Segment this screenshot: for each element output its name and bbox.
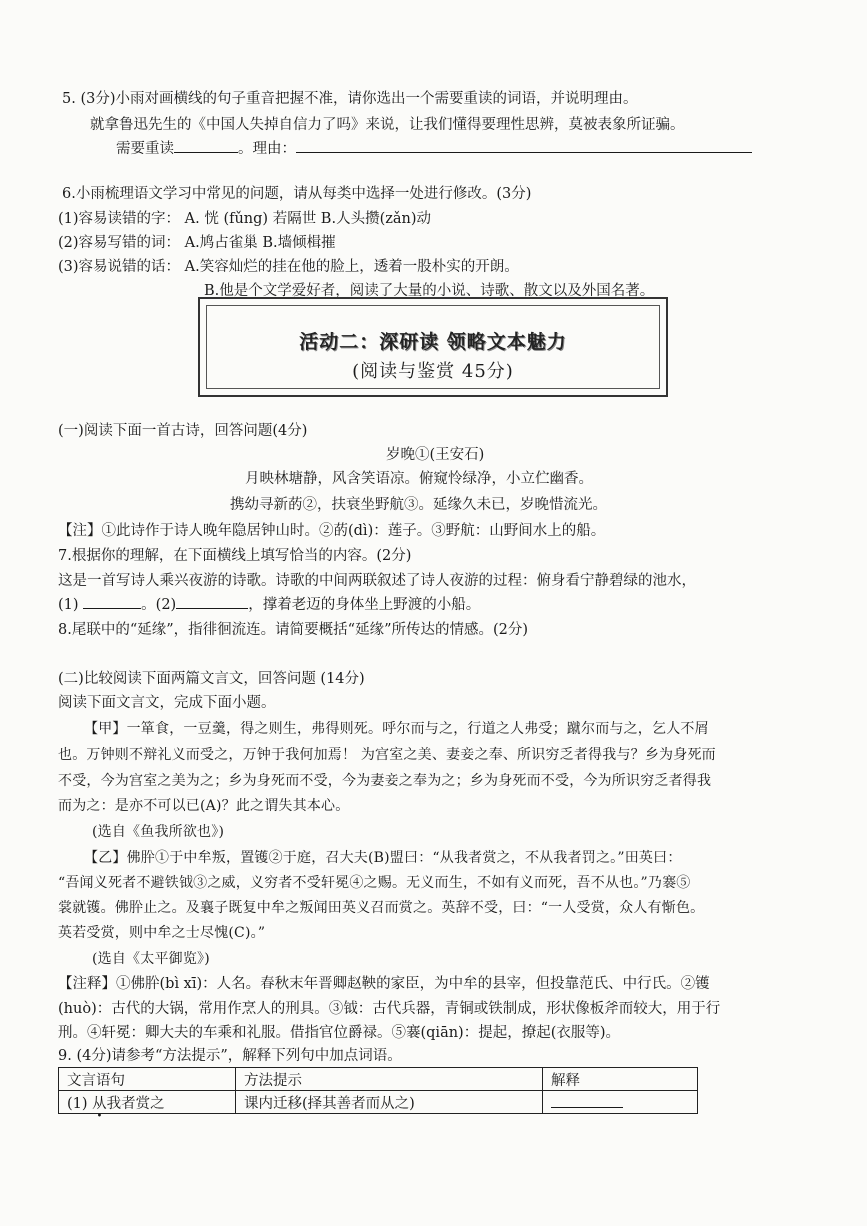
yi-line-3: 裳就镬。佛肸止之。及襄子既复中牟之叛闻田英义召而赏之。英辞不受，曰：“一人受赏，众人有惭色。 (58, 900, 705, 916)
q7-answer-row (58, 594, 480, 616)
q7-p2: 。(2) (141, 597, 177, 613)
notes-line-3: 刑。④轩冕：卿大夫的车乘和礼服。借指官位爵禄。⑤褰(qiān)：提起，撩起(衣服等)。 (58, 1025, 621, 1041)
q7-p3: ，撑着老迈的身体坐上野渡的小船。 (248, 597, 481, 613)
yi-line-1: 【乙】佛肸①于中牟叛，置镬②于庭，召大夫(B)盟曰：“从我者赏之，不从我者罚之。”田英曰： (84, 850, 682, 866)
jia-source: (选自《鱼我所欲也》) (92, 824, 225, 840)
q6-item-3b: B.他是个文学爱好者，阅读了大量的小说、诗歌、散文以及外国名著。 (204, 283, 655, 299)
poem-heading: (一)阅读下面一首古诗，回答问题(4分) (58, 423, 308, 439)
poem-line-2: 携幼寻新菂②，扶衰坐野航③。延缘久未已，岁晚惜流光。 (230, 497, 607, 513)
yi-line-2: “吾闻义死者不避铁钺③之威，义穷者不受轩冕④之赐。无义而生，不如有义而死，吾不从也。”乃褰⑤ (58, 875, 691, 891)
table-cell-hint: 课内迁移(择其善者而从之) (236, 1091, 543, 1114)
notes-line-1: 【注释】①佛肸(bì xī)：人名。春秋末年晋卿赵鞅的家臣，为中牟的县宰，但投靠范氏、中行氏。②镬 (58, 976, 710, 992)
q9-answer-blank[interactable] (551, 1093, 623, 1108)
q5-reason-blank[interactable] (296, 138, 752, 153)
q5-sentence: 就拿鲁迅先生的《中国人失掉自信力了吗》来说，让我们懂得要理性思辨，莫被表象所证骗。 (90, 117, 685, 133)
q5-word-blank[interactable] (174, 138, 238, 153)
jia-line-2: 也。万钟则不辩礼义而受之，万钟于我何加焉！ 为宫室之美、妻妾之奉、所识穷乏者得我与？乡为身死而 (58, 747, 716, 763)
table-row (59, 1091, 698, 1114)
poem-title: 岁晚①(王安石) (386, 447, 485, 463)
poem-line-1: 月映林塘静，风含笑语凉。俯窥怜绿净，小立伫幽香。 (245, 471, 593, 487)
table-header-row (59, 1068, 698, 1091)
section2-heading: (二)比较阅读下面两篇文言文，回答问题 (14分) (58, 671, 365, 687)
q5-answer-row (116, 138, 752, 160)
banner-subtitle: (阅读与鉴赏 45分) (352, 361, 514, 382)
q9-title: 9. (4分)请参考“方法提示”，解释下列句中加点词语。 (58, 1048, 402, 1064)
yi-line-4: 英若受赏，则中牟之士尽愧(C)。” (58, 925, 266, 941)
jia-line-3: 不受，今为宫室之美为之；乡为身死而不受，今为妻妾之奉为之；乡为身死而不受，今为所识穷乏者得我 (58, 773, 712, 789)
yi-source: (选自《太平御览》) (92, 951, 210, 967)
q5-label-word: 需要重读 (116, 141, 174, 157)
q6-item-3: (3)容易说错的话： A.笑容灿烂的挂在他的脸上，透着一股朴实的开朗。 (58, 259, 519, 275)
q7-blank-2[interactable] (176, 594, 248, 609)
q6-title: 6.小雨梳理语文学习中常见的问题，请从每类中选择一处进行修改。(3分) (62, 186, 532, 202)
q5-label-reason: 。理由： (238, 141, 296, 157)
notes-line-2: (huò)：古代的大锅，常用作烹人的刑具。③钺：古代兵器，青铜或铁制成，形状像板斧而较大，用于行 (58, 1001, 721, 1017)
q7-blank-1[interactable] (83, 594, 141, 609)
table-cell-sentence: (1) 从我者赏之 (59, 1091, 236, 1114)
poem-note: 【注】①此诗作于诗人晚年隐居钟山时。②菂(dì)：莲子。③野航：山野间水上的船。 (58, 523, 606, 539)
jia-line-1: 【甲】一箪食，一豆羹，得之则生，弗得则死。呼尔而与之，行道之人弗受；蹴尔而与之，乞人不屑 (84, 721, 709, 737)
activity-banner (198, 297, 668, 397)
q6-item-2: (2)容易写错的词： A.鸠占雀巢 B.墙倾楫摧 (58, 235, 336, 251)
q7-text: 这是一首写诗人乘兴夜游的诗歌。诗歌的中间两联叙述了诗人夜游的过程：俯身看宁静碧绿的池水， (58, 573, 696, 589)
table-header-cell: 解释 (543, 1068, 698, 1091)
q7-title: 7.根据你的理解，在下面横线上填写恰当的内容。(2分) (58, 548, 412, 564)
q7-p1: (1) (58, 597, 79, 613)
table-header-cell: 方法提示 (236, 1068, 543, 1091)
q6-item-1: (1)容易读错的字： A. 恍 (fǔng) 若隔世 B.人头攒(zǎn)动 (58, 211, 432, 227)
banner-title: 活动二：深研读 领略文本魅力 (299, 331, 567, 353)
section2-sub: 阅读下面文言文，完成下面小题。 (58, 695, 276, 711)
table-cell-answer[interactable] (543, 1091, 698, 1114)
dotted-word: 从 (92, 1095, 107, 1112)
q8-title: 8.尾联中的“延缘”，指徘徊流连。请简要概括“延缘”所传达的情感。(2分) (58, 622, 529, 638)
q9-table (58, 1067, 698, 1114)
table-header-cell: 文言语句 (59, 1068, 236, 1091)
q5-title: 5. (3分)小雨对画横线的句子重音把握不准，请你选出一个需要重读的词语，并说明理由。 (62, 91, 638, 107)
jia-line-4: 而为之：是亦不可以已(A)？此之谓失其本心。 (58, 798, 350, 814)
